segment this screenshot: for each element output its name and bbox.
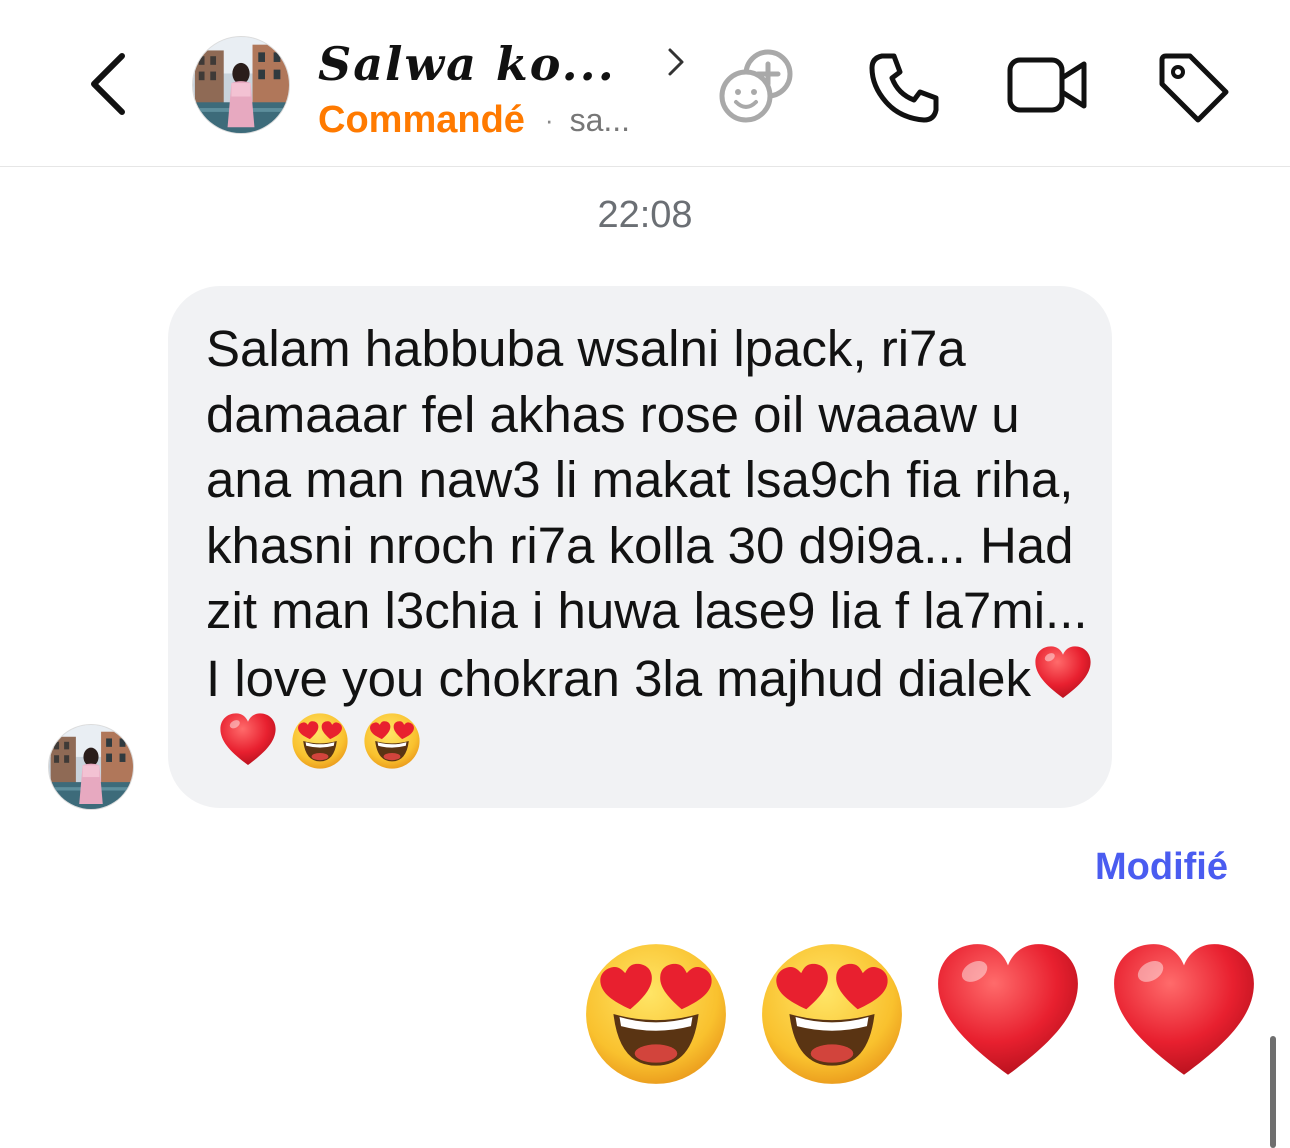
contact-avatar[interactable] xyxy=(192,36,290,134)
status-subtext: sa... xyxy=(569,101,631,138)
status-separator: · xyxy=(544,104,554,135)
chat-header xyxy=(0,0,1290,167)
scrollbar[interactable] xyxy=(1270,1036,1276,1148)
contact-status xyxy=(318,96,678,144)
video-camera-icon xyxy=(1006,52,1090,118)
heart-eyes-face-icon xyxy=(290,711,350,771)
group-add-button[interactable] xyxy=(716,44,798,126)
call-button[interactable] xyxy=(866,50,942,126)
tag-button[interactable] xyxy=(1156,50,1230,124)
edited-label[interactable]: Modifié xyxy=(1095,846,1228,888)
red-heart-icon xyxy=(1108,938,1260,1090)
chevron-left-icon xyxy=(82,48,138,120)
message-body: Salam habbuba wsalni lpack, ri7a damaaar fel akhas rose oil waaaw u ana man naw3 li makat lsa9ch fia riha, khasni nroch ri7a kolla 30 d9i9a... Had zit man l3chia i huwa lase9 lia f la7mi... I love you chokran 3la majhud dialek xyxy=(206,320,1088,707)
outgoing-emoji-message[interactable] xyxy=(580,938,1260,1098)
heart-eyes-face-icon xyxy=(580,938,732,1090)
sender-avatar[interactable] xyxy=(48,724,134,810)
red-heart-icon xyxy=(932,938,1084,1090)
heart-eyes-face-icon xyxy=(362,711,422,771)
phone-icon xyxy=(866,50,942,126)
tag-icon xyxy=(1156,50,1230,124)
message-text xyxy=(206,316,1096,779)
contact-name[interactable]: Salwa ko... xyxy=(318,37,616,91)
red-heart-icon xyxy=(1033,644,1093,704)
incoming-message-bubble[interactable] xyxy=(168,286,1112,808)
video-call-button[interactable] xyxy=(1006,52,1090,118)
message-timestamp: 22:08 xyxy=(597,194,693,236)
order-status-label: Commandé xyxy=(318,98,525,141)
chevron-right-icon[interactable] xyxy=(662,44,690,80)
red-heart-icon xyxy=(218,711,278,771)
group-add-icon xyxy=(716,44,798,126)
back-button[interactable] xyxy=(82,48,138,120)
heart-eyes-face-icon xyxy=(756,938,908,1090)
